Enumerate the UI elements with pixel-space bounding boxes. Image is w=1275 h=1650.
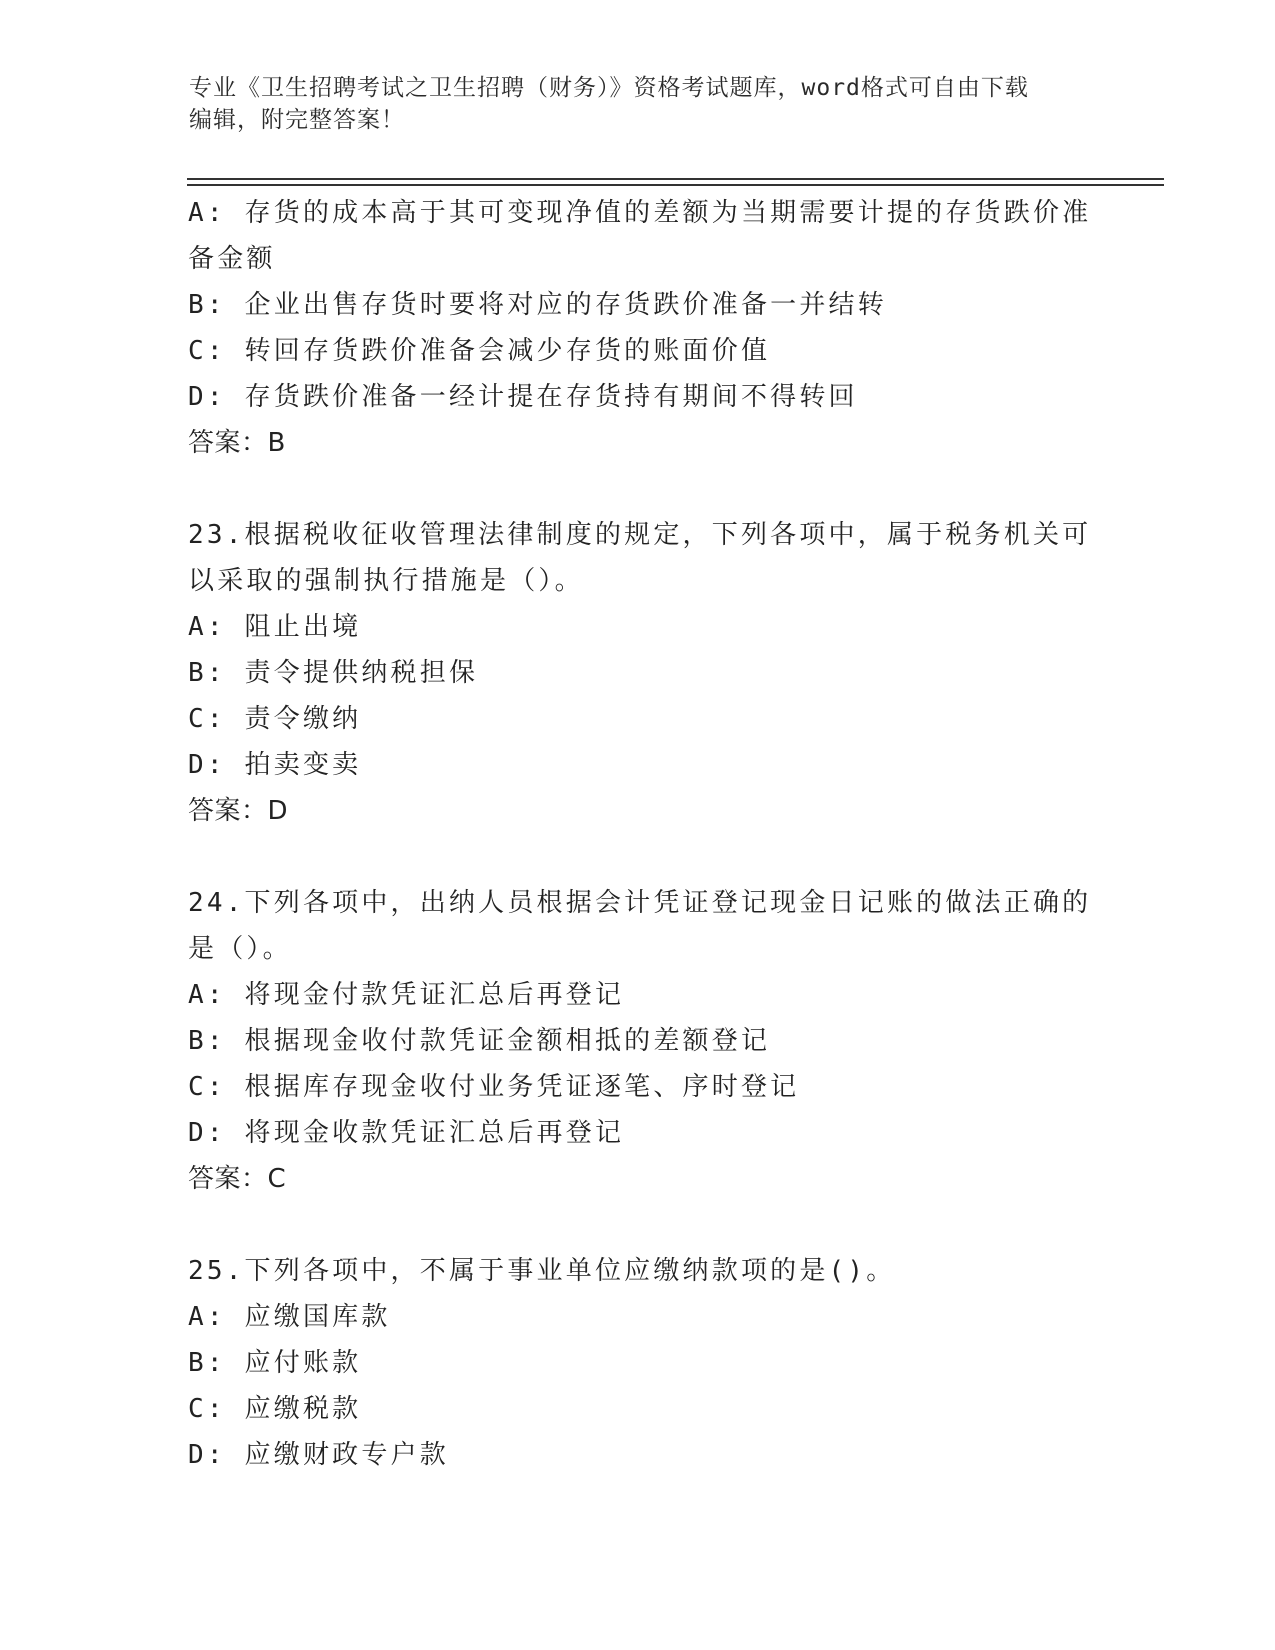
question-list [188, 190, 1092, 1478]
option-c: C: 应缴税款 [188, 1394, 362, 1424]
question-stem-line-2: 以采取的强制执行措施是（）。 [188, 566, 584, 596]
option-a-line-1: A: 存货的成本高于其可变现净值的差额为当期需要计提的存货跌价准 [188, 198, 1092, 228]
header-line-2: 编辑，附完整答案！ [189, 107, 405, 133]
header-divider-top [187, 178, 1164, 180]
question-stem-line-1: 24.下列各项中，出纳人员根据会计凭证登记现金日记账的做法正确的 [188, 888, 1092, 918]
header-divider-bottom [187, 184, 1164, 186]
option-b: B: 企业出售存货时要将对应的存货跌价准备一并结转 [188, 290, 887, 320]
spacer [188, 466, 1088, 512]
header-line-1: 专业《卫生招聘考试之卫生招聘（财务）》资格考试题库，word格式可自由下载 [189, 75, 1029, 101]
option-b: B: 根据现金收付款凭证金额相抵的差额登记 [188, 1026, 771, 1056]
option-a: A: 应缴国库款 [188, 1302, 391, 1332]
question-24 [188, 880, 1092, 1202]
answer: 答案：C [188, 1164, 287, 1194]
option-d: D: 将现金收款凭证汇总后再登记 [188, 1118, 625, 1148]
question-stem-line-1: 23.根据税收征收管理法律制度的规定，下列各项中，属于税务机关可 [188, 520, 1092, 550]
option-c: C: 根据库存现金收付业务凭证逐笔、序时登记 [188, 1072, 800, 1102]
question-stem-line-2: 是（）。 [188, 934, 292, 964]
question-stem: 25.下列各项中，不属于事业单位应缴纳款项的是()。 [188, 1256, 896, 1286]
option-c: C: 转回存货跌价准备会减少存货的账面价值 [188, 336, 771, 366]
option-a: A: 将现金付款凭证汇总后再登记 [188, 980, 625, 1010]
option-a-line-2: 备金额 [188, 244, 276, 274]
option-d: D: 存货跌价准备一经计提在存货持有期间不得转回 [188, 382, 858, 412]
spacer [188, 1202, 1088, 1248]
option-a: A: 阻止出境 [188, 612, 362, 642]
spacer [188, 834, 1088, 880]
option-c: C: 责令缴纳 [188, 704, 362, 734]
question-23 [188, 512, 1092, 834]
option-d: D: 拍卖变卖 [188, 750, 362, 780]
option-b: B: 责令提供纳税担保 [188, 658, 479, 688]
answer: 答案：D [188, 796, 289, 826]
option-b: B: 应付账款 [188, 1348, 362, 1378]
option-d: D: 应缴财政专户款 [188, 1440, 449, 1470]
question-22 [188, 190, 1092, 466]
document-header [189, 72, 1089, 136]
answer: 答案：B [188, 428, 286, 458]
question-25 [188, 1248, 1088, 1478]
